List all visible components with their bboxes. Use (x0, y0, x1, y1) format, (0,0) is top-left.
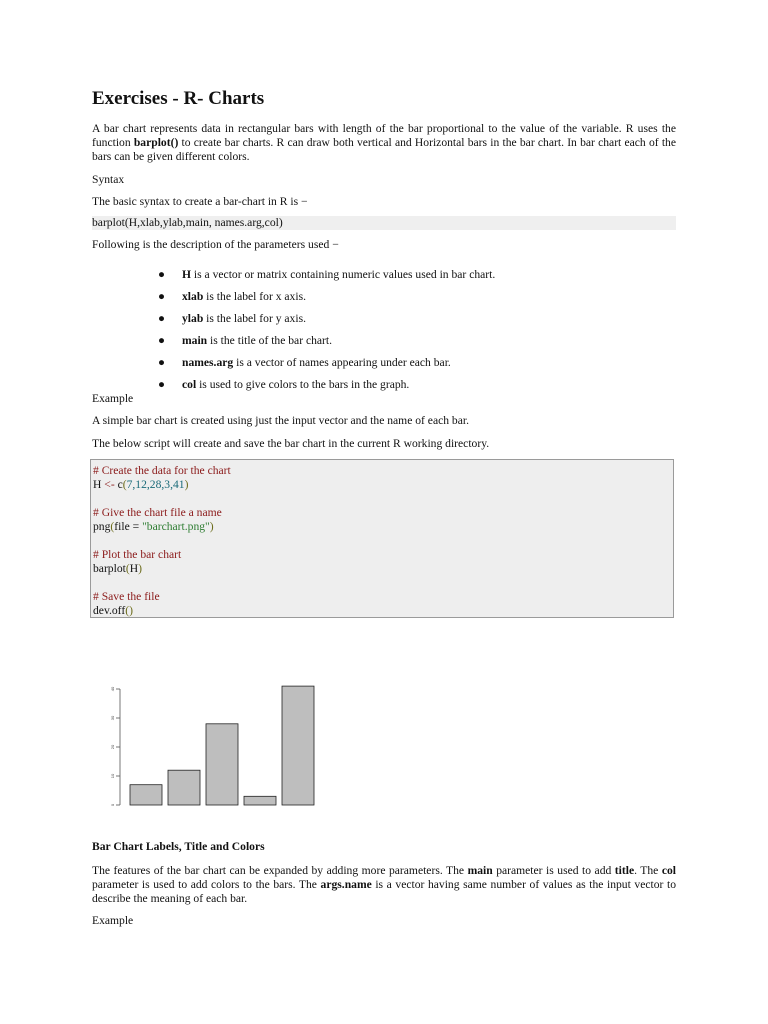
syntax-description: The basic syntax to create a bar-chart in R is − (92, 195, 308, 208)
bullet-icon: ● (158, 268, 166, 281)
syntax-code-box (92, 216, 676, 230)
params-heading: Following is the description of the parameters used − (92, 238, 339, 251)
intro-text-1: A bar chart represents data in rectangular bars with length of the bar proportional to the value of the variable. R uses the function (92, 122, 676, 149)
code-line: png(file = "barchart.png") (93, 520, 214, 533)
y-tick-label: 40 (110, 686, 115, 692)
bullet-icon: ● (158, 334, 166, 347)
intro-function-name: barplot() (133, 136, 179, 149)
section-heading: Bar Chart Labels, Title and Colors (92, 840, 265, 853)
code-comment: # Create the data for the chart (93, 464, 231, 477)
example-text-2: The below script will create and save the bar chart in the current R working directory. (92, 437, 490, 450)
list-item: ● names.arg is a vector of names appearing under each bar. (158, 356, 451, 369)
code-block (90, 459, 674, 618)
bar (244, 796, 276, 805)
y-tick-label: 30 (110, 715, 115, 721)
code-line: H <- c(7,12,28,3,41) (93, 478, 189, 491)
code-line: barplot(H) (93, 562, 142, 575)
code-line: dev.off() (93, 604, 133, 617)
intro-paragraph (92, 122, 676, 164)
bullet-icon: ● (158, 356, 166, 369)
y-tick-label: 20 (110, 744, 115, 750)
list-item: ● H is a vector or matrix containing numeric values used in bar chart. (158, 268, 496, 281)
example-text-1: A simple bar chart is created using just the input vector and the name of each bar. (92, 414, 469, 427)
page-title: Exercises - R- Charts (92, 88, 265, 109)
bullet-icon: ● (158, 312, 166, 325)
bar (206, 724, 238, 805)
intro-text-2: to create bar charts. R can draw both vertical and Horizontal bars in the bar chart. In bar chart each of the bars can be given different colors. (92, 136, 676, 163)
example-heading: Example (92, 392, 134, 405)
list-item: ● col is used to give colors to the bars in the graph. (158, 378, 410, 391)
section-example-heading: Example (92, 914, 134, 927)
bar-chart (92, 682, 332, 812)
bar (168, 770, 200, 805)
parameter-list (92, 268, 676, 400)
code-comment: # Save the file (93, 590, 160, 603)
y-tick-label: 0 (110, 803, 115, 807)
list-item: ● ylab is the label for y axis. (158, 312, 306, 325)
list-item: ● xlab is the label for x axis. (158, 290, 306, 303)
bullet-icon: ● (158, 290, 166, 303)
y-tick-label: 10 (110, 773, 115, 779)
code-comment: # Give the chart file a name (93, 506, 222, 519)
code-comment: # Plot the bar chart (93, 548, 182, 561)
syntax-heading: Syntax (92, 173, 125, 186)
section-paragraph: The features of the bar chart can be expanded by adding more parameters. The main parameter is used to add title. The col parameter is used to add colors to the bars. The args.name is a vector having same number of values as the input vector to describe the meaning of each bar. (92, 864, 677, 905)
list-item: ● main is the title of the bar chart. (158, 334, 333, 347)
bar (282, 686, 314, 805)
syntax-code: barplot(H,xlab,ylab,main, names.arg,col) (92, 216, 283, 229)
bar (130, 785, 162, 805)
bullet-icon: ● (158, 378, 166, 391)
